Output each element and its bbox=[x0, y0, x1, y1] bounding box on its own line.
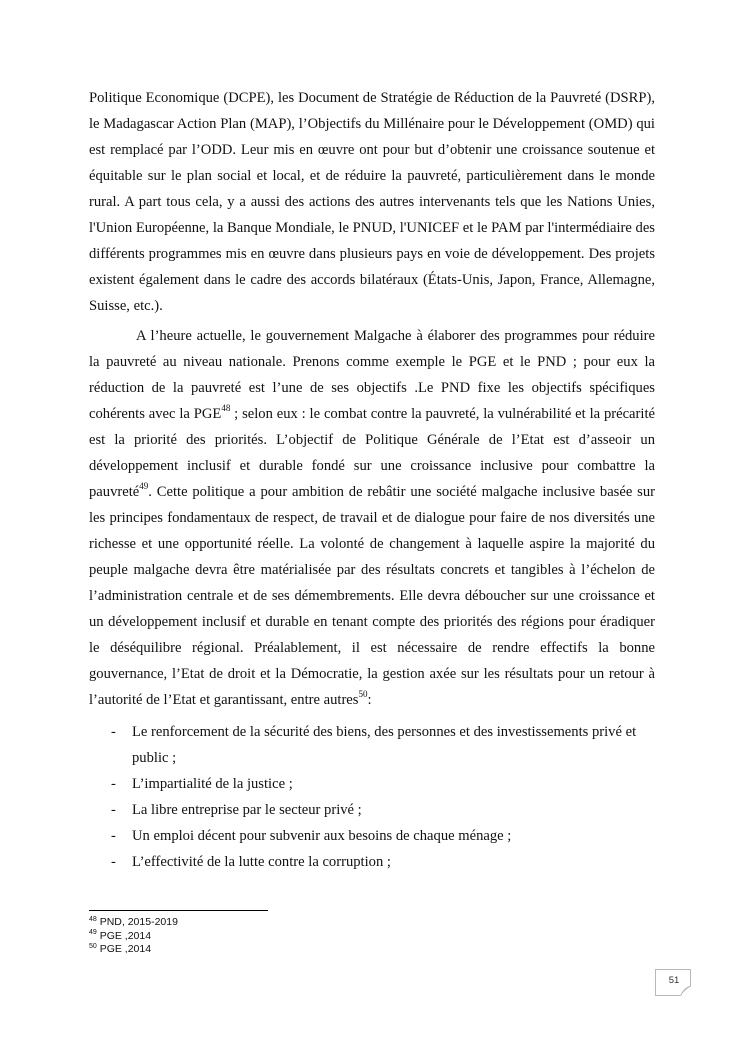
page-curl-icon bbox=[679, 986, 691, 996]
body-text bbox=[89, 85, 655, 875]
paragraph-2-segment-4: : bbox=[367, 692, 372, 708]
footnote-49 bbox=[89, 930, 489, 944]
list-item-text: L’impartialité de la justice ; bbox=[132, 776, 293, 792]
footnote-number: 49 bbox=[89, 929, 97, 936]
paragraph-2 bbox=[89, 323, 655, 713]
footnote-ref-49: 49 bbox=[139, 481, 149, 492]
list-item-text: Le renforcement de la sécurité des biens, des personnes et des investissements privé et public ; bbox=[132, 724, 637, 766]
paragraph-1: Politique Economique (DCPE), les Document de Stratégie de Réduction de la Pauvreté (DSRP), le Madagascar Action Plan (MAP), l’Objectifs du Millénaire pour le Développement (OMD) qui est remplacé par l’ODD. Leur mis en œuvre ont pour but d’obtenir une croissance soutenue et équitable sur le plan social et local, et de réduire la pauvreté, particulièrement dans le monde rural. A part tous cela, y a aussi des actions des autres intervenants tels que les Nations Unies, l'Union Européenne, la Banque Mondiale, le PNUD, l'UNICEF et le PAM par l'intermédiaire des différents programmes mis en œuvre dans plusieurs pays en voie de développement. Des projets existent également dans le cadre des accords bilatéraux (États-Unis, Japon, France, Allemagne, Suisse, etc.). bbox=[89, 90, 655, 314]
footnote-number: 50 bbox=[89, 942, 97, 950]
paragraph-2-segment-3: . Cette politique a pour ambition de rebâtir une société malgache inclusive basée sur les principes fondamentaux de respect, de travail et de dialogue pour faire de nos diversités une richesse et une opportunité réelle. La volonté de changement à laquelle aspire la majorité du peuple malgache devra être matérialisée par des résultats concrets et tangibles à l’échelon de l’administration centrale et de ses démembrements. Elle devra déboucher sur une croissance et un développement inclusif et durable en tenant compte des priorités des régions pour éradiquer le déséquilibre régional. Préalablement, il est nécessaire de rendre effectifs la bonne gouvernance, l’Etat de droit et la Démocratie, la gestion axée sur les résultats pour un retour à l’autorité de l’Etat et garantissant, entre autres bbox=[89, 484, 655, 708]
footnote-separator bbox=[89, 910, 268, 911]
footnotes bbox=[89, 916, 489, 957]
list-item bbox=[89, 849, 655, 875]
list-item bbox=[89, 719, 655, 771]
bullet-dash: - bbox=[111, 776, 116, 792]
list-item bbox=[89, 797, 655, 823]
footnote-48 bbox=[89, 916, 489, 930]
footnote-text: PGE ,2014 bbox=[96, 929, 152, 942]
bullet-dash: - bbox=[111, 802, 116, 818]
paragraph-2-segment-2: ; selon eux : le combat contre la pauvreté, la vulnérabilité et la précarité est la priorité des priorités. L’objectif de Politique Générale de l’Etat est d’asseoir un développement inclusif et durable fondé sur une croissance inclusive pour combattre la pauvreté bbox=[89, 406, 655, 500]
footnote-ref-50: 50 bbox=[358, 689, 368, 700]
bullet-list bbox=[89, 719, 655, 875]
footnote-number: 48 bbox=[89, 915, 97, 923]
page-number: 51 bbox=[668, 975, 680, 986]
list-item-text: L’effectivité de la lutte contre la corruption ; bbox=[132, 854, 391, 870]
list-item-text: Un emploi décent pour subvenir aux besoins de chaque ménage ; bbox=[132, 828, 512, 844]
footnote-50 bbox=[89, 943, 489, 957]
bullet-dash: - bbox=[111, 724, 116, 740]
list-item bbox=[89, 823, 655, 849]
paragraph-2-segment-1: A l’heure actuelle, le gouvernement Malgache à élaborer des programmes pour réduire la pauvreté au niveau nationale. Prenons comme exemple le PGE et le PND ; pour eux la réduction de la pauvreté est l’une de ses objectifs .Le PND fixe les objectifs spécifiques cohérents avec la PGE bbox=[89, 328, 655, 422]
bullet-dash: - bbox=[111, 854, 116, 870]
footnote-ref-48: 48 bbox=[221, 403, 231, 414]
page-number-box bbox=[655, 969, 691, 996]
list-item-text: La libre entreprise par le secteur privé ; bbox=[132, 802, 362, 818]
footnote-text: PGE ,2014 bbox=[96, 943, 152, 955]
footnote-text: PND, 2015-2019 bbox=[96, 916, 178, 928]
list-item bbox=[89, 771, 655, 797]
bullet-dash: - bbox=[111, 828, 116, 844]
